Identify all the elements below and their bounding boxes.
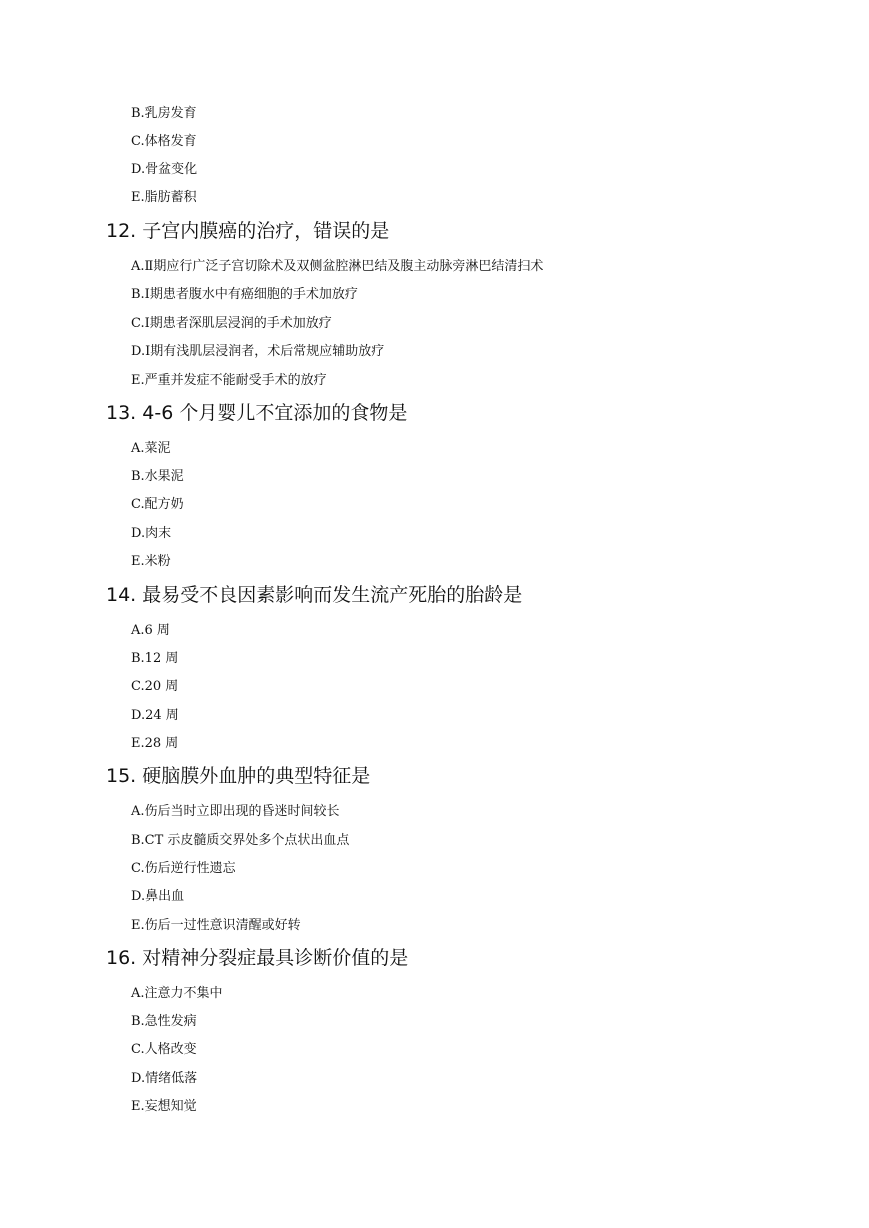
option-11-e: E.脂肪蓄积 <box>131 190 197 205</box>
option-16-a: A.注意力不集中 <box>131 986 223 1001</box>
option-13-e: E.米粉 <box>131 554 171 569</box>
option-14-d: D.24 周 <box>131 708 179 723</box>
question-16-title: 16. 对精神分裂症最具诊断价值的是 <box>106 947 409 969</box>
option-16-c: C.人格改变 <box>131 1042 197 1057</box>
option-11-b: B.乳房发育 <box>131 106 197 121</box>
option-12-c: C.Ⅰ期患者深肌层浸润的手术加放疗 <box>131 316 332 331</box>
option-16-e: E.妄想知觉 <box>131 1099 197 1114</box>
option-14-b: B.12 周 <box>131 651 179 666</box>
option-12-d: D.Ⅰ期有浅肌层浸润者，术后常规应辅助放疗 <box>131 344 385 359</box>
option-12-e: E.严重并发症不能耐受手术的放疗 <box>131 373 327 388</box>
option-11-c: C.体格发育 <box>131 134 197 149</box>
question-15-title: 15. 硬脑膜外血肿的典型特征是 <box>106 765 371 787</box>
question-14-title: 14. 最易受不良因素影响而发生流产死胎的胎龄是 <box>106 584 523 606</box>
option-13-b: B.水果泥 <box>131 469 184 484</box>
option-16-b: B.急性发病 <box>131 1014 197 1029</box>
option-11-d: D.骨盆变化 <box>131 162 198 177</box>
option-15-b: B.CT 示皮髓质交界处多个点状出血点 <box>131 833 350 848</box>
option-15-a: A.伤后当时立即出现的昏迷时间较长 <box>131 804 340 819</box>
option-12-b: B.Ⅰ期患者腹水中有癌细胞的手术加放疗 <box>131 287 358 302</box>
option-15-d: D.鼻出血 <box>131 889 185 904</box>
option-13-c: C.配方奶 <box>131 497 184 512</box>
option-13-d: D.肉末 <box>131 526 172 541</box>
option-14-c: C.20 周 <box>131 679 179 694</box>
option-15-e: E.伤后一过性意识清醒或好转 <box>131 918 301 933</box>
question-12-title: 12. 子宫内膜癌的治疗，错误的是 <box>106 220 390 242</box>
option-15-c: C.伤后逆行性遗忘 <box>131 861 236 876</box>
option-14-e: E.28 周 <box>131 736 179 751</box>
question-13-title: 13. 4-6 个月婴儿不宜添加的食物是 <box>106 402 408 424</box>
option-16-d: D.情绪低落 <box>131 1071 198 1086</box>
option-14-a: A.6 周 <box>131 623 170 638</box>
option-12-a: A.Ⅱ期应行广泛子宫切除术及双侧盆腔淋巴结及腹主动脉旁淋巴结清扫术 <box>131 259 544 274</box>
option-13-a: A.菜泥 <box>131 441 171 456</box>
